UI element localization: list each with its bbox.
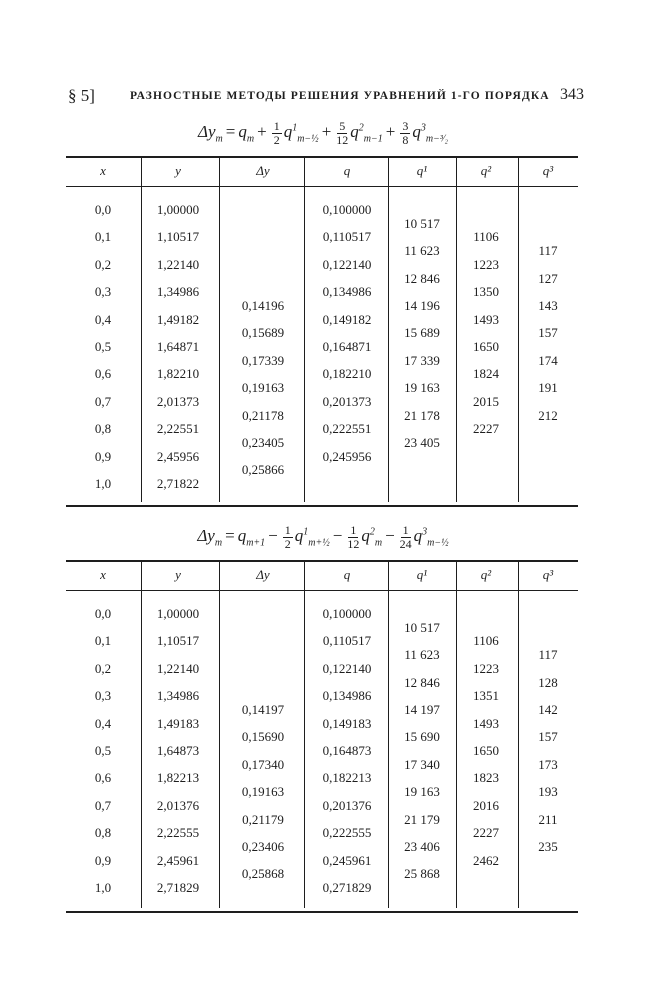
term-subscript: m−½ [427, 537, 449, 549]
table-cell-dy: 0,19163 [241, 380, 285, 396]
table-cell-y: 1,49183 [156, 715, 200, 731]
table-cell-q2: 1351 [473, 688, 499, 704]
table-cell-y: 2,01373 [156, 393, 200, 409]
formula-equals: = [225, 526, 235, 546]
table-cell-q2: 1824 [473, 366, 499, 382]
formula-sign: − [332, 526, 343, 546]
term-base: q [238, 122, 247, 142]
table-cell-q: 0,149183 [322, 715, 372, 731]
table-cell-q: 0,122140 [322, 660, 372, 676]
table-cell-x: 0,5 [94, 743, 112, 758]
table-cell-q3: 174 [538, 352, 558, 368]
table-cell-q1: 21 179 [404, 811, 440, 827]
table-cell-y: 1,00000 [156, 202, 200, 217]
column-divider [304, 156, 305, 502]
term-base: q [412, 122, 421, 142]
table-cell-q2: 1106 [473, 229, 499, 245]
column-header-dy: Δy [256, 163, 270, 178]
table-cell-q1: 10 517 [404, 215, 440, 231]
column-header-q3: q³ [542, 163, 554, 178]
term-subscript: m−³⁄₂ [425, 133, 448, 145]
table-cell-q1: 15 690 [404, 729, 440, 745]
table-cell-x: 0,2 [94, 660, 112, 676]
page-header [68, 86, 584, 106]
page-number: 343 [560, 86, 584, 103]
table-cell-y: 1,64871 [156, 339, 200, 354]
table-cell-y: 1,82210 [156, 366, 200, 382]
table-cell-q: 0,201373 [322, 393, 372, 409]
column-header-x: x [100, 567, 106, 582]
column-divider [219, 560, 220, 908]
column-header-q1: q¹ [416, 567, 428, 582]
table-cell-x: 0,1 [94, 633, 112, 649]
formula-lhs [197, 526, 222, 548]
table-cell-y: 1,49182 [156, 311, 200, 327]
formula-fraction [272, 120, 282, 147]
table-cell-q1: 10 517 [404, 619, 440, 635]
table-cell-q1: 17 340 [404, 756, 440, 772]
fraction-numerator: 1 [284, 523, 291, 537]
table-cell-dy: 0,15690 [241, 729, 285, 745]
table-cell-q1: 11 623 [404, 243, 440, 259]
table-cell-dy: 0,23405 [241, 434, 285, 450]
table-cell-x: 0,5 [94, 339, 112, 354]
formula-lhs-subscript: m [214, 537, 223, 549]
table-cell-y: 1,64873 [156, 743, 200, 758]
table-cell-q2: 1106 [473, 633, 499, 649]
table-1 [66, 156, 578, 506]
table-cell-q1: 17 339 [404, 352, 440, 368]
fraction-numerator: 1 [273, 119, 280, 133]
term-base: q [413, 526, 423, 546]
table-cell-q3: 157 [538, 729, 558, 745]
table-cell-x: 0,9 [94, 448, 112, 464]
table-cell-dy: 0,14196 [241, 297, 285, 313]
term-superscript: 2 [358, 122, 364, 134]
table-cell-q: 0,164873 [322, 743, 372, 758]
term-superscript: 3 [420, 122, 426, 134]
table-cell-x: 0,4 [94, 715, 112, 731]
table-cell-q2: 2227 [473, 421, 499, 437]
formula-term [238, 122, 254, 144]
fraction-numerator: 1 [402, 523, 409, 537]
column-divider [304, 560, 305, 908]
table-cell-q1: 19 163 [404, 784, 440, 800]
table-cell-q3: 142 [538, 701, 558, 717]
table-cell-q: 0,122140 [322, 256, 372, 272]
table-cell-y: 1,34986 [156, 284, 200, 300]
formula-2 [68, 524, 578, 551]
table-cell-q3: 212 [538, 407, 558, 423]
table-cell-q1: 11 623 [404, 647, 440, 663]
running-title: РАЗНОСТНЫЕ МЕТОДЫ РЕШЕНИЯ УРАВНЕНИЙ 1-ГО ПОРЯДКА [130, 90, 550, 102]
fraction-denominator: 12 [336, 133, 349, 147]
table-cell-y: 2,45956 [156, 448, 200, 464]
table-cell-y: 2,71829 [156, 880, 200, 895]
table-2 [66, 560, 578, 912]
table-cell-x: 0,8 [94, 825, 112, 841]
table-cell-q3: 211 [538, 811, 558, 827]
table-cell-q3: 193 [538, 784, 558, 800]
column-header-y: y [175, 567, 181, 582]
fraction-denominator: 2 [284, 537, 291, 551]
table-cell-x: 0,3 [94, 284, 112, 300]
table-cell-dy: 0,25868 [241, 866, 285, 882]
table-cell-q1: 21 178 [404, 407, 440, 423]
table-cell-q3: 117 [538, 243, 558, 259]
table-cell-x: 0,3 [94, 688, 112, 704]
table-cell-q2: 1493 [473, 311, 499, 327]
table-cell-dy: 0,21179 [242, 811, 284, 827]
table-cell-q: 0,201376 [322, 797, 372, 813]
section-mark: § 5] [68, 86, 95, 105]
table-cell-q: 0,100000 [322, 202, 372, 217]
table-cell-y: 1,34986 [156, 688, 200, 704]
formula-equals: = [225, 122, 236, 142]
formula-1 [68, 120, 578, 147]
table-cell-dy: 0,17339 [241, 352, 285, 368]
table-cell-y: 2,71822 [156, 476, 200, 491]
table-cell-q3: 143 [538, 297, 558, 313]
table-cell-q3: 235 [538, 838, 558, 854]
term-subscript: m+½ [308, 537, 330, 549]
table-header-rule [66, 186, 578, 187]
formula-fraction [283, 524, 293, 551]
table-cell-x: 1,0 [94, 880, 112, 895]
table-cell-q2: 1650 [473, 743, 499, 758]
table-cell-dy: 0,23406 [241, 838, 285, 854]
table-cell-y: 1,10517 [156, 633, 200, 649]
table-cell-y: 1,22140 [156, 256, 200, 272]
table-cell-q1: 14 197 [404, 701, 440, 717]
formula-term [412, 122, 448, 144]
formula-term [350, 122, 382, 144]
table-cell-q: 0,222555 [322, 825, 372, 841]
column-header-q3: q³ [542, 567, 554, 582]
term-subscript: m [246, 133, 255, 145]
formula-term [414, 526, 449, 548]
table-cell-q2: 2015 [473, 393, 499, 409]
table-cell-y: 1,82213 [156, 770, 200, 786]
fraction-denominator: 2 [273, 133, 280, 147]
table-bottom-rule [66, 505, 578, 507]
table-top-rule [66, 560, 578, 562]
table-cell-q: 0,245956 [322, 448, 372, 464]
table-cell-dy: 0,21178 [242, 407, 284, 423]
column-header-q2: q² [480, 163, 492, 178]
table-cell-q: 0,134986 [322, 284, 372, 300]
term-base: q [361, 526, 370, 546]
table-cell-q1: 12 846 [404, 270, 440, 286]
formula-sign: − [268, 526, 278, 546]
table-cell-q2: 2227 [473, 825, 499, 841]
formula-sign: + [257, 122, 267, 142]
fraction-numerator: 1 [350, 523, 357, 537]
term-base: q [283, 122, 293, 142]
fraction-denominator: 12 [347, 537, 360, 551]
table-cell-y: 2,01376 [156, 797, 200, 813]
table-cell-y: 1,10517 [156, 229, 200, 245]
table-cell-q1: 12 846 [404, 674, 440, 690]
table-header-rule [66, 590, 578, 591]
table-cell-q1: 19 163 [404, 380, 440, 396]
fraction-numerator: 5 [339, 119, 346, 133]
table-cell-q: 0,245961 [322, 852, 372, 868]
formula-fraction [400, 524, 412, 551]
table-cell-y: 2,45961 [156, 852, 200, 868]
term-subscript: m [374, 537, 383, 549]
table-cell-y: 1,00000 [156, 606, 200, 621]
table-cell-q2: 1223 [473, 660, 499, 676]
table-cell-dy: 0,14197 [241, 701, 285, 717]
table-cell-x: 0,0 [94, 202, 112, 217]
table-cell-x: 0,8 [94, 421, 112, 437]
table-cell-q3: 128 [538, 674, 558, 690]
table-cell-q1: 25 868 [404, 866, 440, 882]
table-cell-q3: 127 [538, 270, 558, 286]
table-cell-x: 0,4 [94, 311, 112, 327]
column-header-q2: q² [480, 567, 492, 582]
formula-fraction [347, 524, 359, 551]
term-superscript: 2 [369, 526, 375, 538]
column-header-x: x [100, 163, 106, 178]
table-cell-q2: 1650 [473, 339, 499, 354]
table-cell-q2: 1823 [473, 770, 499, 786]
table-cell-x: 0,6 [94, 366, 112, 382]
formula-fraction [336, 120, 348, 147]
table-cell-dy: 0,17340 [241, 756, 285, 772]
formula-sign: − [385, 526, 395, 546]
formula-sign: + [385, 122, 396, 142]
table-cell-q3: 157 [538, 325, 558, 341]
fraction-denominator: 8 [402, 133, 409, 147]
table-cell-q: 0,134986 [322, 688, 372, 704]
table-cell-q1: 15 689 [404, 325, 440, 341]
column-header-q1: q¹ [416, 163, 428, 178]
formula-term [295, 526, 330, 548]
table-cell-dy: 0,15689 [241, 325, 285, 341]
table-bottom-rule [66, 911, 578, 913]
table-cell-x: 0,1 [94, 229, 112, 245]
formula-term [238, 526, 265, 548]
term-subscript: m−1 [363, 133, 383, 145]
table-cell-q2: 2462 [473, 852, 499, 868]
table-cell-x: 0,7 [94, 797, 112, 813]
table-cell-q1: 14 196 [404, 297, 440, 313]
table-cell-y: 2,22555 [156, 825, 200, 841]
column-header-q: q [343, 567, 351, 582]
table-top-rule [66, 156, 578, 158]
table-cell-q1: 23 406 [404, 838, 440, 854]
term-base: q [350, 122, 359, 142]
table-cell-q1: 23 405 [404, 434, 440, 450]
table-cell-x: 0,2 [94, 256, 112, 272]
term-subscript: m+1 [246, 537, 266, 549]
term-superscript: 1 [292, 122, 298, 134]
table-cell-q2: 1223 [473, 256, 499, 272]
table-cell-q: 0,182210 [322, 366, 372, 382]
term-superscript: 1 [303, 526, 309, 538]
table-cell-q: 0,271829 [322, 880, 372, 895]
table-cell-x: 0,9 [94, 852, 112, 868]
formula-lhs-symbol: Δy [198, 122, 216, 142]
column-header-y: y [175, 163, 181, 178]
table-cell-x: 0,6 [94, 770, 112, 786]
table-cell-y: 1,22140 [156, 660, 200, 676]
column-divider [219, 156, 220, 502]
table-cell-q2: 1350 [473, 284, 499, 300]
column-header-dy: Δy [256, 567, 270, 582]
table-cell-q3: 191 [538, 380, 558, 396]
formula-lhs-symbol: Δy [197, 526, 215, 546]
table-cell-y: 2,22551 [156, 421, 200, 437]
table-cell-q3: 173 [538, 756, 558, 772]
table-cell-q2: 1493 [473, 715, 499, 731]
formula-fraction [400, 120, 410, 147]
term-subscript: m−½ [297, 133, 319, 145]
table-cell-q: 0,222551 [322, 421, 372, 437]
term-base: q [294, 526, 304, 546]
table-cell-q: 0,100000 [322, 606, 372, 621]
table-cell-q: 0,110517 [322, 633, 372, 649]
table-cell-x: 0,0 [94, 606, 112, 621]
table-cell-q: 0,164871 [322, 339, 372, 354]
table-cell-x: 1,0 [94, 476, 112, 491]
formula-lhs [198, 122, 223, 144]
table-cell-x: 0,7 [94, 393, 112, 409]
term-superscript: 3 [422, 526, 428, 538]
formula-lhs-subscript: m [215, 133, 223, 145]
term-base: q [237, 526, 247, 546]
table-cell-dy: 0,19163 [241, 784, 285, 800]
table-cell-q2: 2016 [473, 797, 499, 813]
table-cell-q3: 117 [538, 647, 558, 663]
table-cell-q: 0,149182 [322, 311, 372, 327]
formula-term [361, 526, 382, 548]
table-cell-q: 0,182213 [322, 770, 372, 786]
column-header-q: q [343, 163, 351, 178]
table-cell-dy: 0,25866 [241, 462, 285, 478]
table-cell-q: 0,110517 [322, 229, 372, 245]
fraction-numerator: 3 [402, 119, 409, 133]
fraction-denominator: 24 [399, 537, 412, 551]
formula-sign: + [321, 122, 332, 142]
formula-term [284, 122, 319, 144]
